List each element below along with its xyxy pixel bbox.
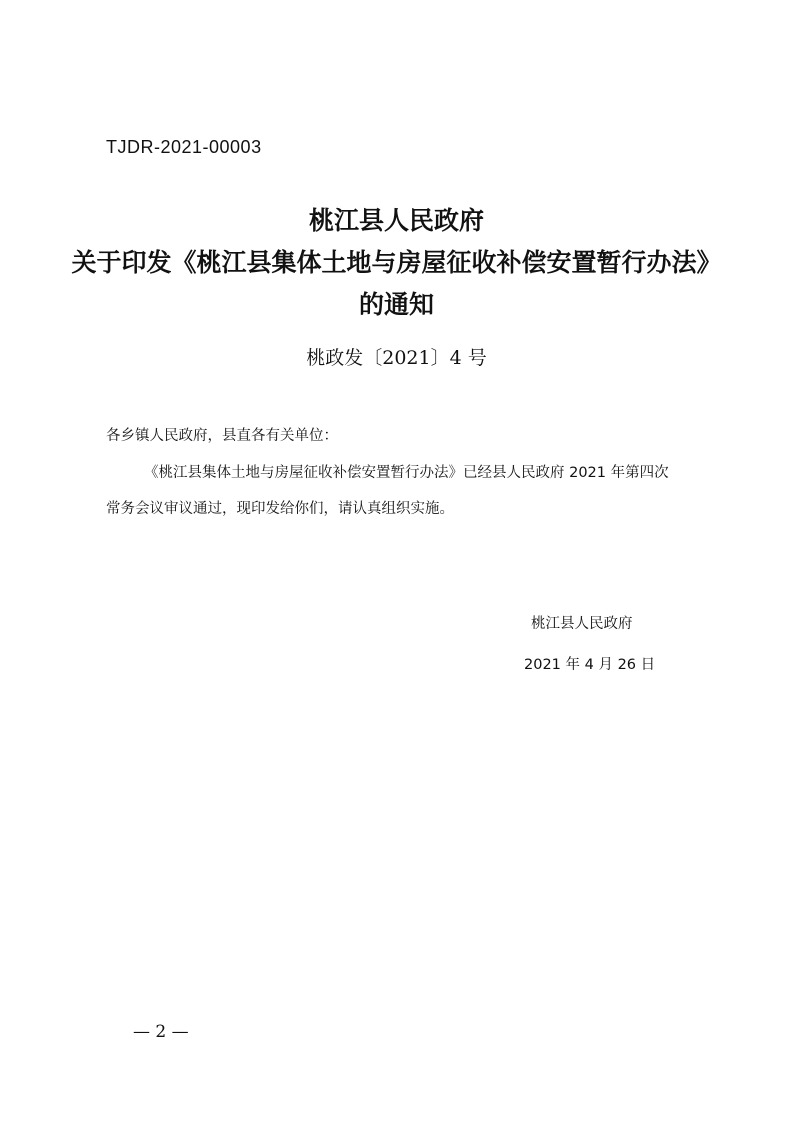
title-line-suffix: 的通知 (358, 290, 434, 319)
page-number: — 2 — (133, 1022, 189, 1042)
signature-organization: 桃江县人民政府 (531, 616, 633, 632)
title-line-issuer: 桃江县人民政府 (308, 206, 484, 235)
document-code: TJDR-2021-00003 (106, 137, 262, 157)
body-paragraph-line-2: 常务会议审议通过，现印发给你们，请认真组织实施。 (106, 501, 454, 517)
signature-date: 2021 年 4 月 26 日 (524, 657, 656, 673)
document-number: 桃政发〔2021〕4 号 (306, 347, 487, 369)
addressee: 各乡镇人民政府，县直各有关单位： (106, 428, 338, 444)
document-title (60, 200, 733, 326)
body-paragraph-line-1: 《桃江县集体土地与房屋征收补偿安置暂行办法》已经县人民政府 2021 年第四次 (144, 465, 669, 481)
title-line-subject: 关于印发《桃江县集体土地与房屋征收补偿安置暂行办法》 (71, 248, 722, 277)
